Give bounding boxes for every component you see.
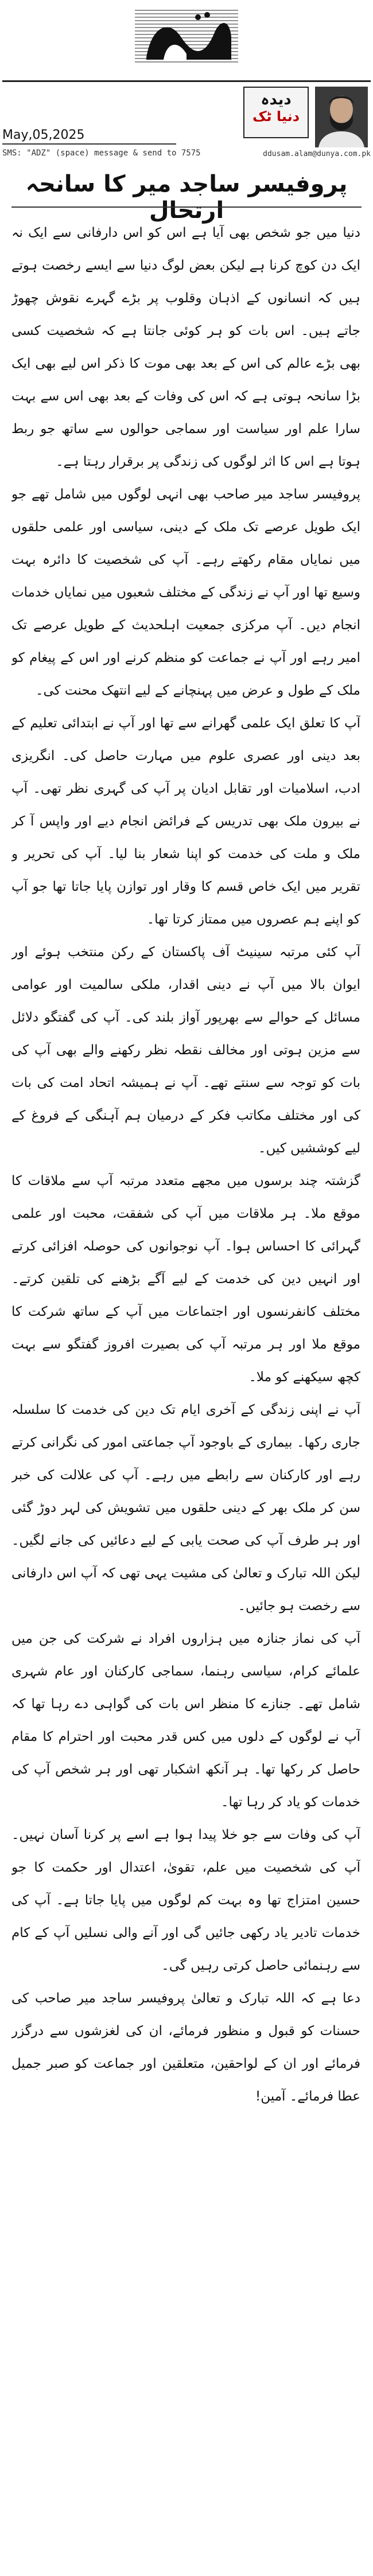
article-paragraph: گزشتہ چند برسوں میں مجھے متعدد مرتبہ آپ سے ملاقات کا موقع ملا۔ ہر ملاقات میں آپ کی شفقت، محبت اور علمی گہرائی کا احساس ہوا۔ آپ نوجوانوں کی حوصلہ افزائی کرتے اور انہیں دین کی خدمت کے لیے آگے بڑھنے کی تلقین کرتے۔ مختلف کانفرنسوں اور اجتماعات میں آپ کے ساتھ شرکت کا موقع ملا اور ہر مرتبہ آپ کی بصیرت افروز گفتگو سے بہت کچھ سیکھنے کو ملا۔ (11, 1174, 360, 1385)
article-paragraph: آپ کی وفات سے جو خلا پیدا ہوا ہے اسے پر کرنا آسان نہیں۔ آپ کی شخصیت میں علم، تقویٰ، اعتدال اور حکمت کا جو حسین امتزاج تھا وہ بہت کم لوگوں میں پایا جاتا ہے۔ آپ کی خدمات تادیر یاد رکھی جائیں گی اور آنے والی نسلیں آپ کے کام سے رہنمائی حاصل کرتی رہیں گی۔ (11, 1827, 360, 1973)
article-paragraph: آپ کی نماز جنازہ میں ہزاروں افراد نے شرکت کی جن میں علمائے کرام، سیاسی رہنما، سماجی کارکنان اور عام شہری شامل تھے۔ جنازے کا منظر اس بات کی گواہی دے رہا تھا کہ آپ نے لوگوں کے دلوں میں کس قدر محبت اور احترام کا مقام حاصل کر رکھا تھا۔ ہر آنکھ اشکبار تھی اور ہر شخص آپ کی خدمات کو یاد کر رہا تھا۔ (11, 1631, 360, 1810)
author-photo (315, 87, 368, 147)
article-paragraph: پروفیسر ساجد میر صاحب بھی انہی لوگوں میں شامل تھے جو ایک طویل عرصے تک ملک کے دینی، سیاسی اور علمی حلقوں میں نمایاں مقام رکھتے رہے۔ آپ کی شخصیت کا دائرہ بہت وسیع تھا اور آپ نے زندگی کے مختلف شعبوں میں نمایاں خدمات انجام دیں۔ آپ مرکزی جمعیت اہلحدیث کے طویل عرصے تک امیر رہے اور آپ نے جماعت کو منظم کرنے اور اس کے پیغام کو ملک کے طول و عرض میں پہنچانے کے لیے انتھک محنت کی۔ (11, 487, 360, 698)
publish-date: May,05,2025 (2, 128, 176, 145)
article-body (11, 217, 360, 2563)
article-paragraph: آپ کا تعلق ایک علمی گھرانے سے تھا اور آپ نے ابتدائی تعلیم کے بعد دینی اور عصری علوم میں مہارت حاصل کی۔ انگریزی ادب، اسلامیات اور تقابل ادیان پر آپ کی گہری نظر تھی۔ آپ نے بیرون ملک بھی تدریس کے فرائض انجام دیے اور واپس آ کر ملک و ملت کی خدمت کو اپنا شعار بنا لیا۔ آپ کی تحریر و تقریر میں ایک خاص قسم کا وقار اور توازن پایا جاتا تھا جو آپ کو اپنے ہم عصروں میں ممتاز کرتا تھا۔ (11, 716, 360, 927)
article-paragraph: آپ کئی مرتبہ سینیٹ آف پاکستان کے رکن منتخب ہوئے اور ایوان بالا میں آپ نے دینی اقدار، ملکی سالمیت اور عوامی مسائل کے حوالے سے بھرپور آواز بلند کی۔ آپ کی گفتگو دلائل سے مزین ہوتی اور مخالف نقطہ نظر رکھنے والے بھی آپ کی بات کو توجہ سے سنتے تھے۔ آپ نے ہمیشہ اتحاد امت کی بات کی اور مختلف مکاتب فکر کے درمیان ہم آہنگی کے فروغ کے لیے کوششیں کیں۔ (11, 945, 360, 1156)
newspaper-logo-artwork (129, 2, 244, 75)
article-paragraph: آپ نے اپنی زندگی کے آخری ایام تک دین کی خدمت کا سلسلہ جاری رکھا۔ بیماری کے باوجود آپ جماعتی امور کی نگرانی کرتے رہے اور کارکنان سے رابطے میں رہے۔ آپ کی علالت کی خبر سن کر ملک بھر کے دینی حلقوں میں تشویش کی لہر دوڑ گئی اور ہر طرف آپ کی صحت یابی کے لیے دعائیں کی جانے لگیں۔ لیکن اللہ تبارک و تعالیٰ کی مشیت یہی تھی کہ آپ اس دارفانی سے رخصت ہو جائیں۔ (11, 1402, 360, 1614)
column-header (2, 80, 371, 168)
newspaper-logo (129, 2, 244, 75)
article-paragraph: دنیا میں جو شخص بھی آیا ہے اس کو اس دارفانی سے ایک نہ ایک دن کوچ کرنا ہے لیکن بعض لوگ دنیا سے ایسے رخصت ہوتے ہیں کہ انسانوں کے اذہان وقلوب پر بڑے گہرے نقوش چھوڑ جاتے ہیں۔ اس بات کو ہر کوئی جانتا ہے کہ شخصیت کسی بھی بڑے عالم کی اس کے بعد بھی موت کا ذکر اس لیے بھی ایک بڑا سانحہ ہوتی ہے کہ اس کی وفات کے بعد بھی اس سے بہت سارا علم اور سیاست اور سماجی حوالوں سے ساتھ جو ربط ہوتا ہے اس کا اثر لوگوں کی زندگی پر برقرار رہتا ہے۔ (11, 225, 360, 469)
author-email: ddusam.alam@dunya.com.pk (263, 150, 371, 158)
headline-divider (11, 206, 362, 208)
author-portrait-image (315, 87, 368, 147)
column-title-line2: دنیا ٹک (252, 108, 300, 124)
column-title-line1: دیدہ (261, 91, 292, 108)
sms-note: SMS: "ADZ" (space) message & send to 7575 (2, 149, 201, 158)
column-name-badge (243, 87, 309, 138)
article-headline: پروفیسر ساجد میر کا سانحہ ارتحال (25, 171, 348, 224)
article-paragraph: دعا ہے کہ اللہ تبارک و تعالیٰ پروفیسر ساجد میر صاحب کی حسنات کو قبول و منظور فرمائے، ان کی لغزشوں سے درگزر فرمائے اور ان کے لواحقین، متعلقین اور جماعت کو صبر جمیل عطا فرمائے۔ آمین! (11, 1991, 360, 2104)
